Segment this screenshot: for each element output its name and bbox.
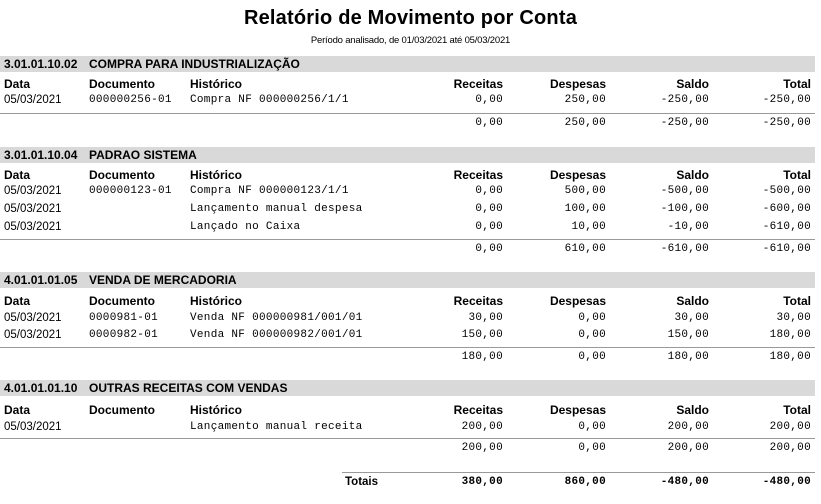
- cell-receitas: 0,00: [475, 203, 503, 215]
- cell-documento: 000000256-01: [89, 94, 172, 106]
- subtotal-saldo: -250,00: [660, 117, 709, 129]
- cell-total: -600,00: [762, 203, 811, 215]
- cell-total: 200,00: [769, 421, 811, 433]
- column-header-row: [0, 167, 821, 184]
- cell-despesas: 0,00: [578, 312, 606, 324]
- cell-total: 180,00: [769, 329, 811, 341]
- column-header-row: [0, 402, 821, 419]
- table-row: [0, 219, 821, 236]
- col-data: Data: [4, 168, 31, 182]
- cell-documento: 0000981-01: [89, 312, 159, 324]
- cell-saldo: 150,00: [667, 329, 709, 341]
- account-code: 3.01.01.10.04: [4, 148, 78, 162]
- column-header-row: [0, 293, 821, 310]
- subtotal-saldo: 180,00: [667, 351, 709, 363]
- col-documento: Documento: [89, 294, 155, 308]
- col-despesas: Despesas: [549, 77, 606, 91]
- col-saldo: Saldo: [676, 403, 709, 417]
- cell-data: 05/03/2021: [4, 312, 62, 324]
- col-total: Total: [783, 403, 811, 417]
- col-saldo: Saldo: [676, 168, 709, 182]
- cell-data: 05/03/2021: [4, 203, 62, 215]
- cell-saldo: -100,00: [660, 203, 709, 215]
- subtotal-receitas: 180,00: [461, 351, 503, 363]
- col-data: Data: [4, 77, 31, 91]
- cell-total: -610,00: [762, 221, 811, 233]
- col-receitas: Receitas: [453, 168, 503, 182]
- cell-data: 05/03/2021: [4, 221, 62, 233]
- col-historico: Histórico: [190, 403, 243, 417]
- subtotal-total: 180,00: [769, 351, 811, 363]
- cell-saldo: 30,00: [674, 312, 709, 324]
- divider: [0, 438, 815, 439]
- cell-receitas: 30,00: [468, 312, 503, 324]
- col-receitas: Receitas: [453, 403, 503, 417]
- account-header: [0, 147, 815, 163]
- cell-historico: Lançado no Caixa: [190, 221, 301, 233]
- col-total: Total: [783, 168, 811, 182]
- table-row: [0, 310, 821, 327]
- subtotal-despesas: 0,00: [578, 442, 606, 454]
- column-header-row: [0, 76, 821, 93]
- totals-total: -480,00: [762, 476, 811, 488]
- cell-receitas: 0,00: [475, 94, 503, 106]
- cell-receitas: 0,00: [475, 185, 503, 197]
- account-header: [0, 380, 815, 396]
- cell-total: 30,00: [776, 312, 811, 324]
- col-historico: Histórico: [190, 77, 243, 91]
- cell-despesas: 100,00: [564, 203, 606, 215]
- cell-data: 05/03/2021: [4, 329, 62, 341]
- cell-despesas: 10,00: [571, 221, 606, 233]
- account-name: COMPRA PARA INDUSTRIALIZAÇÃO: [89, 57, 300, 71]
- divider: [0, 239, 815, 240]
- col-saldo: Saldo: [676, 77, 709, 91]
- account-name: OUTRAS RECEITAS COM VENDAS: [89, 381, 288, 395]
- cell-historico: Compra NF 000000256/1/1: [190, 94, 349, 106]
- col-despesas: Despesas: [549, 168, 606, 182]
- cell-historico: Compra NF 000000123/1/1: [190, 185, 349, 197]
- subtotal-row: [0, 440, 821, 457]
- totals-label: Totais: [345, 476, 379, 488]
- cell-saldo: -250,00: [660, 94, 709, 106]
- col-despesas: Despesas: [549, 294, 606, 308]
- col-historico: Histórico: [190, 168, 243, 182]
- table-row: [0, 183, 821, 200]
- subtotal-despesas: 610,00: [564, 243, 606, 255]
- col-documento: Documento: [89, 77, 155, 91]
- cell-historico: Lançamento manual despesa: [190, 203, 363, 215]
- subtotal-total: -610,00: [762, 243, 811, 255]
- cell-total: -500,00: [762, 185, 811, 197]
- col-documento: Documento: [89, 168, 155, 182]
- totals-receitas: 380,00: [461, 476, 503, 488]
- account-name: PADRAO SISTEMA: [89, 148, 197, 162]
- account-code: 4.01.01.01.10: [4, 381, 78, 395]
- account-name: VENDA DE MERCADORIA: [89, 273, 237, 287]
- col-total: Total: [783, 294, 811, 308]
- subtotal-total: 200,00: [769, 442, 811, 454]
- cell-despesas: 250,00: [564, 94, 606, 106]
- table-row: [0, 201, 821, 218]
- cell-despesas: 0,00: [578, 421, 606, 433]
- cell-saldo: -10,00: [667, 221, 709, 233]
- account-header: [0, 272, 815, 288]
- col-data: Data: [4, 403, 31, 417]
- col-documento: Documento: [89, 403, 155, 417]
- cell-historico: Lançamento manual receita: [190, 421, 363, 433]
- cell-saldo: -500,00: [660, 185, 709, 197]
- cell-total: -250,00: [762, 94, 811, 106]
- subtotal-row: [0, 349, 821, 366]
- totals-despesas: 860,00: [564, 476, 606, 488]
- account-code: 3.01.01.10.02: [4, 57, 78, 71]
- cell-documento: 0000982-01: [89, 329, 159, 341]
- cell-receitas: 150,00: [461, 329, 503, 341]
- table-row: [0, 419, 821, 436]
- cell-despesas: 500,00: [564, 185, 606, 197]
- col-total: Total: [783, 77, 811, 91]
- account-code: 4.01.01.01.05: [4, 273, 78, 287]
- table-row: [0, 92, 821, 109]
- cell-saldo: 200,00: [667, 421, 709, 433]
- cell-documento: 000000123-01: [89, 185, 172, 197]
- report-title: Relatório de Movimento por Conta: [243, 7, 578, 29]
- table-row: [0, 327, 821, 344]
- cell-receitas: 0,00: [475, 221, 503, 233]
- totals-divider: [342, 472, 815, 473]
- subtotal-despesas: 250,00: [564, 117, 606, 129]
- subtotal-total: -250,00: [762, 117, 811, 129]
- subtotal-row: [0, 115, 821, 132]
- totals-row: [0, 474, 821, 491]
- subtotal-saldo: -610,00: [660, 243, 709, 255]
- cell-data: 05/03/2021: [4, 94, 62, 106]
- cell-data: 05/03/2021: [4, 185, 62, 197]
- col-data: Data: [4, 294, 31, 308]
- totals-saldo: -480,00: [660, 476, 709, 488]
- subtotal-receitas: 0,00: [475, 243, 503, 255]
- subtotal-saldo: 200,00: [667, 442, 709, 454]
- divider: [0, 113, 815, 114]
- col-receitas: Receitas: [453, 77, 503, 91]
- col-despesas: Despesas: [549, 403, 606, 417]
- col-receitas: Receitas: [453, 294, 503, 308]
- cell-data: 05/03/2021: [4, 421, 62, 433]
- col-historico: Histórico: [190, 294, 243, 308]
- divider: [0, 347, 815, 348]
- col-saldo: Saldo: [676, 294, 709, 308]
- cell-receitas: 200,00: [461, 421, 503, 433]
- report-subtitle: Período analisado, de 01/03/2021 até 05/03/2021: [310, 35, 511, 46]
- subtotal-receitas: 0,00: [475, 117, 503, 129]
- cell-despesas: 0,00: [578, 329, 606, 341]
- account-header: [0, 56, 815, 72]
- cell-historico: Venda NF 000000982/001/01: [190, 329, 363, 341]
- subtotal-row: [0, 241, 821, 258]
- cell-historico: Venda NF 000000981/001/01: [190, 312, 363, 324]
- subtotal-receitas: 200,00: [461, 442, 503, 454]
- subtotal-despesas: 0,00: [578, 351, 606, 363]
